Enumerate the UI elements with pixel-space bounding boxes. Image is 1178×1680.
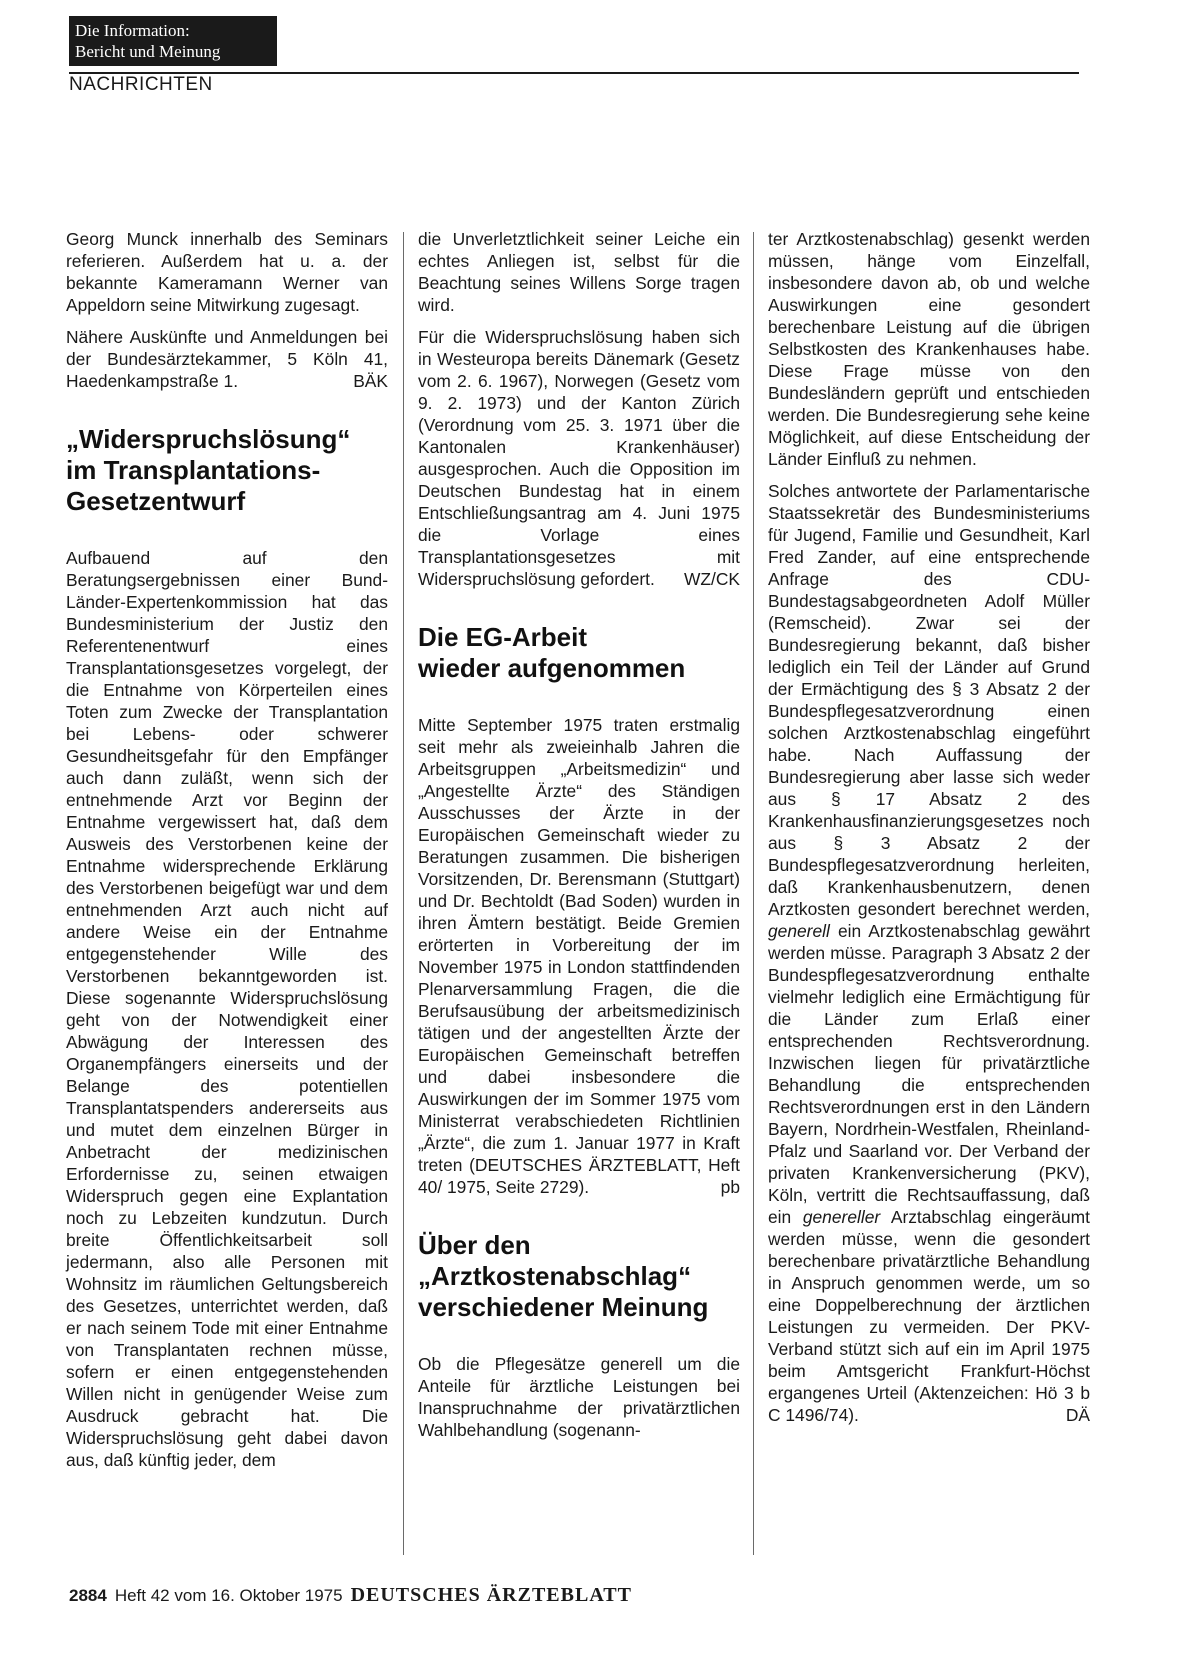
paragraph-text: ein Arztkostenabschlag gewährt werden müsse. Paragraph 3 Absatz 2 der Bundespflegesatzverordnung enthalte vielmehr lediglich eine Ermächtigung für die Länder zum Erlaß einer entsprechenden Rechtsverordnung. Inzwischen liegen für privatärztliche Behandlung die entsprechenden Rechtsverordnungen erst in den Ländern Bayern, Nordrhein-Westfalen, Rheinland-Pfalz und Saarland vor. Der Verband der privaten Krankenversicherung (PKV), Köln, vertritt die Rechtsauffassung, daß ein <box>768 921 1090 1227</box>
section-title: NACHRICHTEN <box>69 74 213 95</box>
paragraph <box>768 480 1090 1426</box>
column-divider-1 <box>403 232 404 1555</box>
article-headline <box>418 622 740 684</box>
author-signature: BÄK <box>353 371 388 391</box>
headline-line: „Arztkostenabschlag“ <box>418 1261 692 1291</box>
page-number: 2884 <box>69 1586 107 1605</box>
emphasis: genereller <box>802 1207 881 1227</box>
rubric-line-2: Bericht und Meinung <box>75 42 221 61</box>
paragraph: Georg Munck innerhalb des Seminars referieren. Außerdem hat u. a. der bekannte Kameramann Werner van Appeldorn seine Mitwirkung zugesagt. <box>66 229 388 315</box>
headline-line: verschiedener Meinung <box>418 1292 709 1322</box>
column-3 <box>768 228 1090 1426</box>
paragraph-text: Für die Widerspruchslösung haben sich in Westeuropa bereits Dänemark (Gesetz vom 2. 6. 1967), Norwegen (Gesetz vom 9. 2. 1973) und der Kanton Zürich (Verordnung vom 25. 3. 1971 über die Kantonalen Krankenhäuser) ausgesprochen. Auch die Opposition im Deutschen Bundestag hat in einem Entschließungsantrag am 4. Juni 1975 die Vorlage eines Transplantationsgesetzes mit Widerspruchslösung gefordert. <box>418 327 740 589</box>
paragraph-text: Solches antwortete der Parlamentarische Staatssekretär des Bundesministeriums für Jugend, Familie und Gesundheit, Karl Fred Zander, auf eine entsprechende Anfrage des CDU-Bundestagsabgeordneten Adolf Müller (Remscheid). Zwar sei der Bundesregierung bekannt, daß bisher lediglich ein Teil der Länder auf Grund der Ermächtigung des § 3 Absatz 2 der Bundespflegesatzverordnung einen solchen Arztkostenabschlag eingeführt habe. Nach Auffassung der Bundesregierung aber lasse sich weder aus § 17 Absatz 2 des Krankenhausfinanzierungsgesetzes noch aus § 3 Absatz 2 der Bundespflegesatzverordnung herleiten, daß Krankenhausbenutzern, denen Arztkosten gesondert berechnet werden, <box>768 481 1090 919</box>
column-divider-2 <box>753 232 754 1555</box>
paragraph: Aufbauend auf den Beratungsergebnissen einer Bund-Länder-Expertenkommission hat das Bundesministerium der Justiz den Referentenentwurf eines Transplantationsgesetzes vorgelegt, der die Entnahme von Körperteilen eines Toten zum Zwecke der Transplantation bei Lebens- oder schwerer Gesundheitsgefahr für den Empfänger auch dann zuläßt, wenn sich der entnehmende Arzt vor Beginn der Entnahme vergewissert hat, daß dem Ausweis des Verstorbenen keine der Entnahme widersprechende Erklärung des Verstorbenen beigefügt war und dem entnehmenden Arzt auch nicht auf andere Weise ein der Entnahme entgegenstehender Wille des Verstorbenen bekanntgeworden ist. Diese sogenannte Widerspruchslösung geht von der Notwendigkeit einer Abwägung der Interessen des Organempfängers einerseits und der Belange des potentiellen Transplantatspenders andererseits aus und mutet dem einzelnen Bürger in Anbetracht der medizinischen Erfordernisse zu, seinen etwaigen Widerspruch gegen eine Explantation noch zu Lebzeiten kundzutun. Durch breite Öffentlichkeitsarbeit soll jedermann, also alle Personen mit Wohnsitz im räumlichen Geltungsbereich des Gesetzes, unterrichtet werden, daß er nach seinem Tode mit einer Entnahme von Transplantaten rechnen müsse, sofern er einen entgegenstehenden Willen nicht in genügender Weise zum Ausdruck gebracht hat. Die Widerspruchslösung geht dabei davon aus, daß künftig jeder, dem <box>66 548 388 1470</box>
author-signature: WZ/CK <box>683 569 740 589</box>
paragraph-text: Nähere Auskünfte und Anmeldungen bei der Bundesärztekammer, 5 Köln 41, Haedenkampstraße 1. <box>66 327 388 391</box>
emphasis: generell <box>768 921 830 941</box>
paragraph-text: Arztabschlag eingeräumt werden müsse, wenn die gesondert berechenbare privatärztliche Behandlung in Anspruch genommen werde, um so eine Doppelberechnung der ärztlichen Leistungen zu vermeiden. Der PKV-Verband stützt sich auf ein im April 1975 beim Amtsgericht Frankfurt-Höchst ergangenes Urteil (Aktenzeichen: Hö 3 b C 1496/74). <box>768 1207 1090 1425</box>
paragraph <box>418 714 740 1198</box>
paragraph: ter Arztkostenabschlag) gesenkt werden müssen, hänge vom Einzelfall, insbesondere davon ab, ob und welche Auswirkungen eine gesondert berechenbare Leistung auf die übrigen Selbstkosten des Krankenhauses habe. Diese Frage müsse von den Bundesländern geprüft und entschieden werden. Die Bundesregierung sehe keine Möglichkeit, auf diese Entscheidung der Länder Einfluß zu nehmen. <box>768 229 1090 469</box>
author-signature: pb <box>720 1177 740 1197</box>
headline-line: Die EG-Arbeit <box>418 622 588 652</box>
paragraph <box>66 326 388 392</box>
paragraph: Ob die Pflegesätze generell um die Anteile für ärztliche Leistungen bei Inanspruchnahme der privatärztlichen Wahlbehandlung (sogenann- <box>418 1354 740 1440</box>
author-signature: DÄ <box>1065 1405 1090 1425</box>
paragraph <box>418 326 740 590</box>
paragraph-text: Mitte September 1975 traten erstmalig seit mehr als zweieinhalb Jahren die Arbeitsgruppen „Arbeitsmedizin“ und „Angestellte Ärzte“ des Ständigen Ausschusses der Ärzte in der Europäischen Gemeinschaft wieder zu Beratungen zusammen. Die bisherigen Vorsitzenden, Dr. Berensmann (Stuttgart) und Dr. Bechtoldt (Bad Soden) wurden in ihren Ämtern bestätigt. Beide Gremien erörterten in Vorbereitung der im November 1975 in London stattfindenden Plenarversammlung Fragen, die die Berufsausübung der arbeitsmedizinisch tätigen und der angestellten Ärzte der Europäischen Gemeinschaft betreffen und dabei insbesondere die Auswirkungen der im Sommer 1975 vom Ministerrat verabschiedeten Richtlinien „Ärzte“, die zum 1. Januar 1977 in Kraft treten (DEUTSCHES ÄRZTEBLATT, Heft 40/ 1975, Seite 2729). <box>418 715 740 1197</box>
issue-info: Heft 42 vom 16. Oktober 1975 <box>114 1586 343 1605</box>
headline-line: Über den <box>418 1230 531 1260</box>
column-2 <box>418 228 740 1441</box>
header-rule <box>69 72 1079 74</box>
headline-line: wieder aufgenommen <box>418 653 686 683</box>
article-headline <box>418 1230 740 1323</box>
rubric-line-1: Die Information: <box>75 21 190 40</box>
column-1 <box>66 228 388 1471</box>
article-headline <box>66 424 388 517</box>
rubric-box <box>69 16 277 66</box>
page-footer <box>69 1584 632 1607</box>
paragraph: die Unverletztlichkeit seiner Leiche ein echtes Anliegen ist, selbst für die Beachtung seines Willens Sorge tragen wird. <box>418 229 740 315</box>
headline-line: im Transplantations- <box>66 455 321 485</box>
headline-line: Gesetzentwurf <box>66 486 246 516</box>
headline-line: „Widerspruchslösung“ <box>66 424 351 454</box>
masthead: DEUTSCHES ÄRZTEBLATT <box>350 1584 632 1606</box>
